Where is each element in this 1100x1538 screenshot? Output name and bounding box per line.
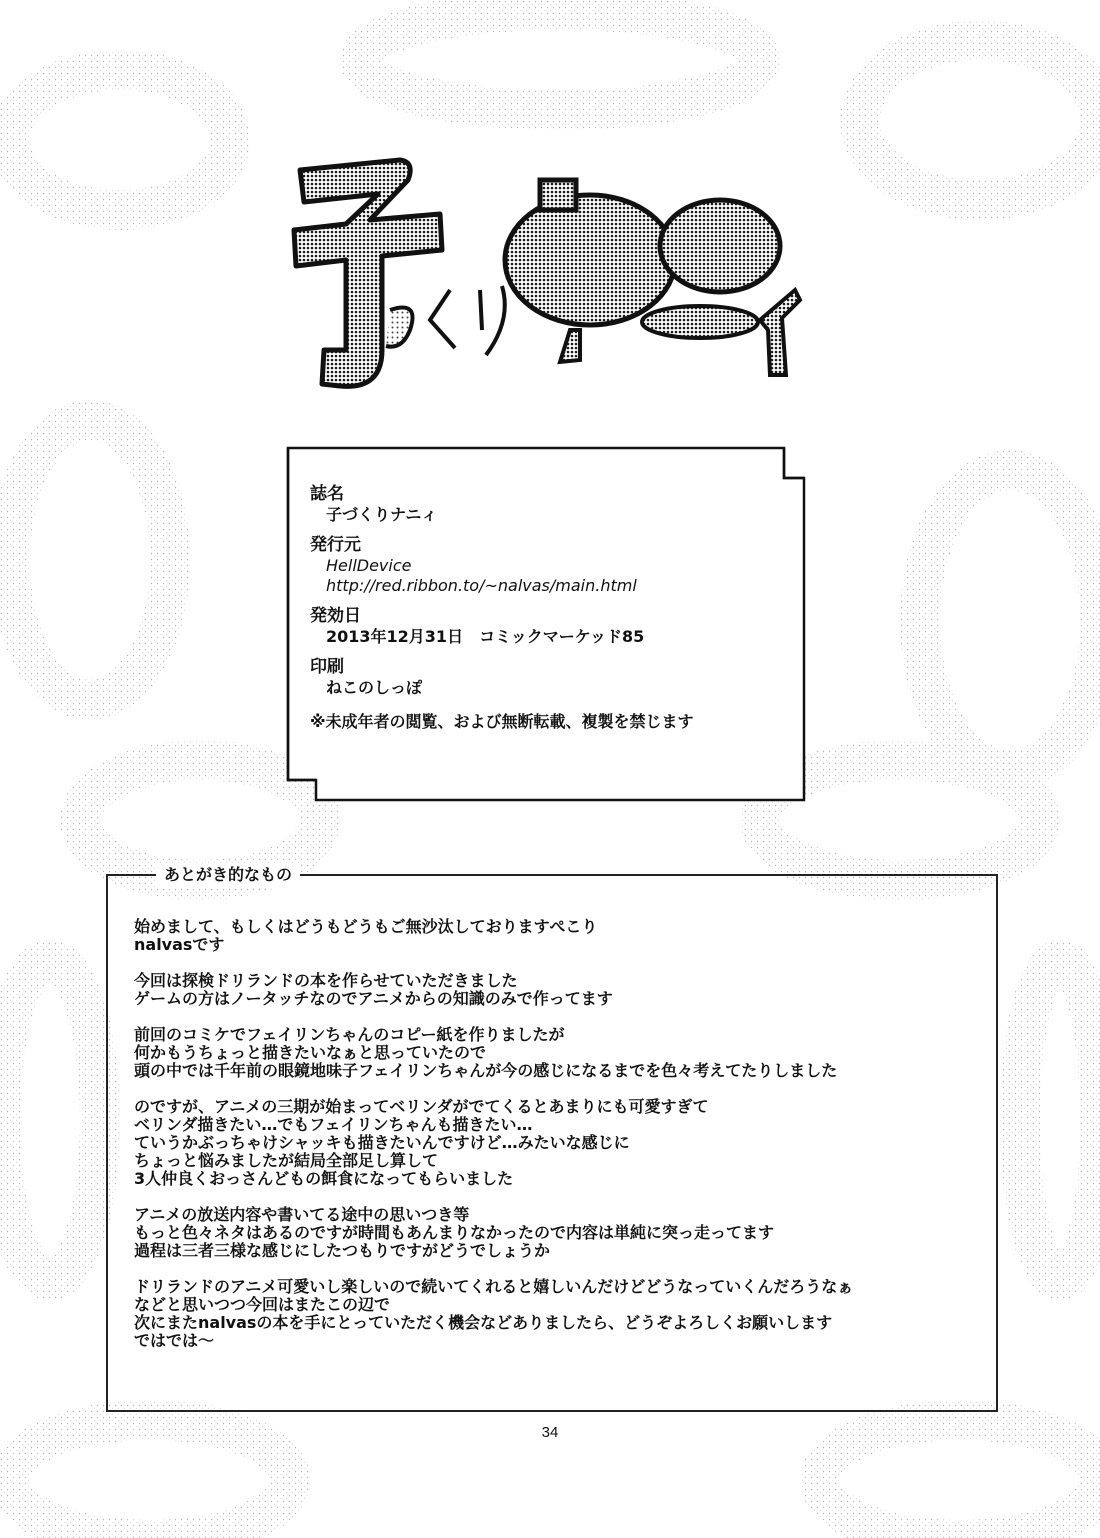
field-value: ねこのしっぽ (326, 678, 423, 697)
text-line: 前回のコミケでフェイリンちゃんのコピー紙を作りましたが (134, 1025, 565, 1044)
title-logo (290, 150, 810, 395)
text-line: ドリランドのアニメ可愛いし楽しいので続いてくれると嬉しいんだけどどうなっていくんだろうなぁ (134, 1277, 854, 1296)
field-value: HellDevice (326, 556, 412, 575)
paragraph (134, 1026, 984, 1080)
afterword-body (134, 918, 984, 1368)
field-label: 印刷 (310, 657, 344, 677)
field-label: 発効日 (310, 606, 361, 626)
field-title (310, 484, 780, 525)
text-line: などと思いつつ今回はまたこの辺で (134, 1295, 391, 1314)
field-date (310, 606, 780, 647)
field-publisher (310, 535, 780, 596)
text-line: 始めまして、もしくはどうもどうもご無沙汰しておりますぺこり (134, 917, 598, 936)
text-line: もっと色々ネタはあるのですが時間もあんまりなかったので内容は単純に突っ走ってます (134, 1223, 775, 1242)
field-value: 2013年12月31日 コミックマーケッド85 (326, 627, 645, 646)
paragraph (134, 1278, 984, 1350)
paragraph (134, 972, 984, 1008)
paragraph (134, 918, 984, 954)
afterword-title: あとがき的なもの (156, 863, 300, 887)
colophon-box (286, 446, 808, 802)
text-line: ゲームの方はノータッチなのでアニメからの知識のみで作ってます (134, 989, 613, 1008)
afterword-box (106, 865, 998, 1412)
page-number: 34 (541, 1424, 559, 1441)
text-line: nalvasです (134, 935, 225, 954)
text-line: 何かもうちょっと描きたいなぁと思っていたので (134, 1043, 487, 1062)
field-label: 誌名 (310, 484, 344, 504)
field-value: 子づくりナニィ (326, 505, 438, 524)
text-line: ベリンダ描きたい…でもフェイリンちゃんも描きたい… (134, 1115, 533, 1134)
field-label: 発行元 (310, 535, 361, 555)
field-value: http://red.ribbon.to/~nalvas/main.html (326, 576, 637, 595)
text-line: 3人仲良くおっさんどもの餌食になってもらいました (134, 1169, 514, 1188)
paragraph (134, 1098, 984, 1188)
copyright-notice: ※未成年者の閲覧、および無断転載、複製を禁じます (310, 712, 694, 731)
field-printer (310, 657, 780, 698)
paragraph (134, 1206, 984, 1260)
text-line: のですが、アニメの三期が始まってベリンダがでてくるとあまりにも可愛すぎて (134, 1097, 709, 1116)
text-line: 次にまたnalvasの本を手にとっていただく機会などありましたら、どうぞよろしくお願いします (134, 1313, 833, 1332)
text-line: ではでは～ (134, 1331, 215, 1350)
text-line: ていうかぶっちゃけシャッキも描きたいんですけど…みたいな感じに (134, 1133, 630, 1152)
text-line: アニメの放送内容や書いてる途中の思いつき等 (134, 1205, 470, 1224)
text-line: 過程は三者三様な感じにしたつもりですがどうでしょうか (134, 1241, 551, 1260)
text-line: 頭の中では千年前の眼鏡地味子フェイリンちゃんが今の感じになるまでを色々考えてたりしました (134, 1061, 838, 1080)
text-line: 今回は探検ドリランドの本を作らせていただきました (134, 971, 518, 990)
text-line: ちょっと悩みましたが結局全部足し算して (134, 1151, 439, 1170)
